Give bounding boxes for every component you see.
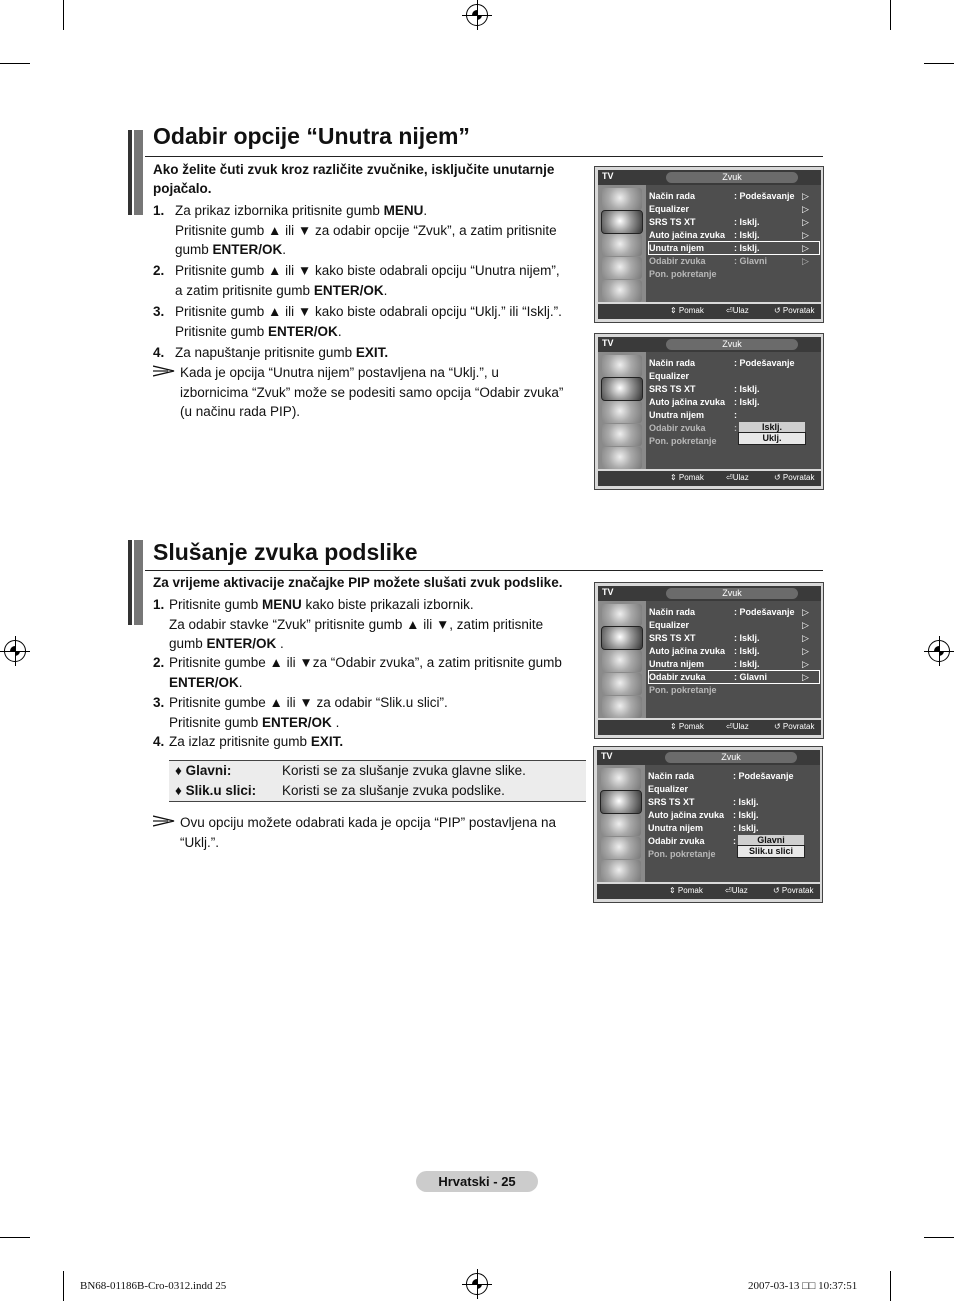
step-line: Za odabir stavke “Zvuk” pritisnite gumb ▲ ili ▼, zatim pritisnite xyxy=(169,616,544,632)
crop-mark xyxy=(0,1237,30,1238)
menu-tv-label: TV xyxy=(601,751,613,761)
step-line: Za napuštanje pritisnite gumb EXIT. xyxy=(175,345,389,360)
setup-icon xyxy=(602,257,642,279)
step-line: ENTER/OK. xyxy=(169,674,243,690)
menu-row-label: Equalizer xyxy=(648,784,689,794)
menu-tab-title: Zvuk xyxy=(665,752,797,763)
section-bar xyxy=(134,540,143,625)
menu-popup-option: Uklj. xyxy=(739,433,805,444)
step-number: 1. xyxy=(153,203,165,218)
channel-icon xyxy=(602,650,642,672)
registration-mark-icon xyxy=(4,640,26,662)
menu-tab-title: Zvuk xyxy=(666,339,798,350)
step-2 xyxy=(153,261,593,301)
menu-row-value: : Isklj. xyxy=(734,633,760,643)
menu-row-label: Način rada xyxy=(649,358,696,368)
menu-row-label: Pon. pokretanje xyxy=(648,849,716,859)
menu-panel xyxy=(646,352,821,469)
step-line: Pritisnite gumbe ▲ ili ▼za “Odabir zvuka”, a zatim pritisnite gumb xyxy=(169,655,562,670)
menu-row-label: SRS TS XT xyxy=(649,633,696,643)
tv-menu-screenshot xyxy=(594,166,824,323)
footer-move: ⇕ Pomak xyxy=(669,886,703,895)
tv-menu-screenshot xyxy=(593,746,823,903)
step-line: Pritisnite gumb ▲ ili ▼ kako biste odabrali opciju “Unutra nijem”, xyxy=(175,263,560,278)
menu-row xyxy=(649,684,819,696)
menu-footer xyxy=(598,304,821,319)
menu-row-arrow-icon: ▷ xyxy=(802,243,809,253)
menu-row-value: : Isklj. xyxy=(734,243,760,253)
title-rule xyxy=(145,156,823,157)
tv-menu-screenshot xyxy=(594,582,824,739)
menu-row-value: : Podešavanje xyxy=(733,771,794,781)
registration-mark-icon xyxy=(466,1273,488,1295)
menu-footer xyxy=(597,884,820,899)
picture-icon xyxy=(602,355,642,377)
option-desc: Koristi se za slušanje zvuka glavne slike. xyxy=(282,762,526,778)
menu-panel xyxy=(646,185,821,302)
note-line: Ovu opciju možete odabrati kada je opcija “PIP” postavljena na xyxy=(180,815,556,830)
intro-line: Ako želite čuti zvuk kroz različite zvučnike, isključite unutarnje xyxy=(153,162,555,177)
input-icon xyxy=(602,696,642,718)
menu-row-arrow-icon: ▷ xyxy=(802,607,809,617)
registration-mark-icon xyxy=(928,640,950,662)
sound-icon xyxy=(601,791,641,813)
page-number-badge: Hrvatski - 25 xyxy=(416,1171,538,1192)
footer-move: ⇕ Pomak xyxy=(670,722,704,731)
channel-icon xyxy=(601,814,641,836)
menu-row-value: : Isklj. xyxy=(733,797,759,807)
section-bar xyxy=(134,130,143,215)
menu-row-label: Odabir zvuka xyxy=(649,672,706,682)
menu-row-value: : Isklj. xyxy=(734,384,760,394)
step-number: 1. xyxy=(153,597,165,612)
menu-header xyxy=(598,170,821,185)
menu-row-value: : Isklj. xyxy=(734,646,760,656)
footer-enter: ⏎Ulaz xyxy=(725,886,748,895)
footer-enter: ⏎Ulaz xyxy=(726,722,749,731)
menu-row-label: SRS TS XT xyxy=(649,217,696,227)
picture-icon xyxy=(602,188,642,210)
registration-mark-icon xyxy=(466,4,488,26)
menu-sidebar xyxy=(598,185,646,302)
menu-row xyxy=(649,255,819,267)
footer-back: ↺ Povratak xyxy=(774,306,815,315)
step-number: 4. xyxy=(153,345,165,360)
table-row xyxy=(175,760,526,780)
menu-row-arrow-icon: ▷ xyxy=(802,230,809,240)
menu-row xyxy=(649,383,819,395)
crop-mark xyxy=(0,63,30,64)
table-row xyxy=(175,780,505,800)
menu-row xyxy=(648,783,818,795)
menu-row-label: SRS TS XT xyxy=(648,797,695,807)
step-line: Pritisnite gumb ENTER/OK. xyxy=(175,323,342,339)
section-intro xyxy=(153,160,583,198)
footer-move: ⇕ Pomak xyxy=(670,306,704,315)
menu-row xyxy=(649,229,819,241)
step-3 xyxy=(153,693,593,733)
menu-row-label: Način rada xyxy=(649,607,696,617)
step-number: 3. xyxy=(153,304,165,319)
menu-row-value: : Podešavanje xyxy=(734,358,795,368)
menu-row-arrow-icon: ▷ xyxy=(802,620,809,630)
footer-back: ↺ Povratak xyxy=(774,722,815,731)
menu-row-value: : Glavni xyxy=(734,256,768,266)
menu-row xyxy=(648,796,818,808)
menu-sidebar xyxy=(598,352,646,469)
section-title: Odabir opcije “Unutra nijem” xyxy=(153,123,470,149)
picture-icon xyxy=(601,768,641,790)
menu-row xyxy=(649,409,819,421)
menu-row-label: Unutra nijem xyxy=(649,243,705,253)
menu-row xyxy=(649,190,819,202)
sound-icon xyxy=(602,627,642,649)
input-icon xyxy=(602,447,642,469)
step-line: Pritisnite gumb ENTER/OK . xyxy=(169,714,340,730)
footer-back: ↺ Povratak xyxy=(773,886,814,895)
menu-row-label: Način rada xyxy=(649,191,696,201)
menu-row xyxy=(648,822,818,834)
menu-row xyxy=(649,671,819,683)
menu-row-label: Auto jačina zvuka xyxy=(648,810,725,820)
footer-move: ⇕ Pomak xyxy=(670,473,704,482)
step-4 xyxy=(153,732,593,752)
step-number: 2. xyxy=(153,263,165,278)
menu-sidebar xyxy=(598,601,646,718)
menu-panel xyxy=(645,765,820,882)
footer-back: ↺ Povratak xyxy=(774,473,815,482)
crop-mark xyxy=(63,1271,64,1301)
menu-row-label: Equalizer xyxy=(649,620,690,630)
menu-tv-label: TV xyxy=(602,171,614,181)
menu-row xyxy=(649,632,819,644)
intro-line: pojačalo. xyxy=(153,181,212,196)
step-1 xyxy=(153,201,593,261)
note-arrow-icon xyxy=(153,815,175,827)
menu-row xyxy=(649,268,819,280)
menu-tab-title: Zvuk xyxy=(666,588,798,599)
menu-row-label: Pon. pokretanje xyxy=(649,436,717,446)
menu-panel xyxy=(646,601,821,718)
menu-popup-option: Slik.u slici xyxy=(738,846,804,857)
step-line: Za izlaz pritisnite gumb EXIT. xyxy=(169,734,344,749)
menu-row xyxy=(649,396,819,408)
step-line: gumb ENTER/OK . xyxy=(169,636,284,651)
menu-row-label: Način rada xyxy=(648,771,695,781)
menu-row-value: : Isklj. xyxy=(734,397,760,407)
menu-tv-label: TV xyxy=(602,338,614,348)
menu-row xyxy=(649,645,819,657)
step-line: Pritisnite gumbe ▲ ili ▼ za odabir “Slik.u slici”. xyxy=(169,695,448,710)
menu-row-label: Auto jačina zvuka xyxy=(649,230,726,240)
menu-row-label: Odabir zvuka xyxy=(649,256,706,266)
menu-row-arrow-icon: ▷ xyxy=(802,217,809,227)
menu-row xyxy=(649,619,819,631)
menu-row xyxy=(649,658,819,670)
menu-header xyxy=(598,586,821,601)
menu-row xyxy=(649,370,819,382)
picture-icon xyxy=(602,604,642,626)
setup-icon xyxy=(602,424,642,446)
section-bar xyxy=(128,130,132,215)
menu-row-label: SRS TS XT xyxy=(649,384,696,394)
menu-row xyxy=(649,242,819,254)
note-arrow-icon xyxy=(153,365,175,377)
menu-row-value: : xyxy=(734,410,737,420)
menu-row-value: : Isklj. xyxy=(734,230,760,240)
channel-icon xyxy=(602,401,642,423)
menu-row xyxy=(649,357,819,369)
menu-row-label: Auto jačina zvuka xyxy=(649,397,726,407)
note-line: (u načinu rada PIP). xyxy=(180,404,301,419)
menu-row-label: Unutra nijem xyxy=(648,823,704,833)
menu-row-value: : Isklj. xyxy=(734,217,760,227)
menu-tv-label: TV xyxy=(602,587,614,597)
option-key: ♦ Glavni: xyxy=(175,762,232,778)
footer-timestamp: 2007-03-13 □□ 10:37:51 xyxy=(748,1280,858,1292)
menu-row-value: : Isklj. xyxy=(734,659,760,669)
input-icon xyxy=(601,860,641,882)
menu-row-arrow-icon: ▷ xyxy=(802,646,809,656)
note xyxy=(180,363,600,422)
menu-row-label: Equalizer xyxy=(649,204,690,214)
note-line: Kada je opcija “Unutra nijem” postavljena na “Uklj.”, u xyxy=(180,365,499,380)
menu-header xyxy=(597,750,820,765)
menu-row-arrow-icon: ▷ xyxy=(802,633,809,643)
menu-popup-option: Isklj. xyxy=(739,422,805,433)
menu-row xyxy=(649,203,819,215)
menu-tab-title: Zvuk xyxy=(666,172,798,183)
crop-mark xyxy=(63,0,64,30)
menu-row xyxy=(648,809,818,821)
menu-row-arrow-icon: ▷ xyxy=(802,204,809,214)
menu-row-label: Odabir zvuka xyxy=(649,423,706,433)
footer-enter: ⏎Ulaz xyxy=(726,473,749,482)
option-key: ♦ Slik.u slici: xyxy=(175,782,257,798)
crop-mark xyxy=(924,63,954,64)
crop-mark xyxy=(924,1237,954,1238)
step-4 xyxy=(153,343,593,363)
tv-menu-screenshot xyxy=(594,333,824,490)
step-line: a zatim pritisnite gumb ENTER/OK. xyxy=(175,282,388,298)
menu-row xyxy=(648,770,818,782)
step-number: 2. xyxy=(153,655,165,670)
step-number: 3. xyxy=(153,695,165,710)
step-number: 4. xyxy=(153,734,165,749)
menu-header xyxy=(598,337,821,352)
menu-row-arrow-icon: ▷ xyxy=(802,256,809,266)
sound-icon xyxy=(602,211,642,233)
menu-footer xyxy=(598,720,821,735)
step-line: Za prikaz izbornika pritisnite gumb MENU. xyxy=(175,203,428,218)
channel-icon xyxy=(602,234,642,256)
menu-row-arrow-icon: ▷ xyxy=(802,672,809,682)
menu-row-label: Equalizer xyxy=(649,371,690,381)
menu-footer xyxy=(598,471,821,486)
menu-row-value: : xyxy=(733,836,736,846)
input-icon xyxy=(602,280,642,302)
menu-row xyxy=(649,216,819,228)
menu-row-label: Odabir zvuka xyxy=(648,836,705,846)
step-2 xyxy=(153,653,593,693)
menu-row-value: : Podešavanje xyxy=(734,191,795,201)
setup-icon xyxy=(602,673,642,695)
step-3 xyxy=(153,302,593,342)
step-line: Pritisnite gumb MENU kako biste prikazali izbornik. xyxy=(169,597,474,612)
menu-row-label: Pon. pokretanje xyxy=(649,685,717,695)
menu-popup-option: Glavni xyxy=(738,835,804,846)
menu-row-label: Auto jačina zvuka xyxy=(649,646,726,656)
crop-mark xyxy=(890,0,891,30)
sound-icon xyxy=(602,378,642,400)
setup-icon xyxy=(601,837,641,859)
footer-enter: ⏎Ulaz xyxy=(726,306,749,315)
step-1 xyxy=(153,595,593,655)
menu-row-value: : Isklj. xyxy=(733,810,759,820)
section-intro: Za vrijeme aktivacije značajke PIP možete slušati zvuk podslike. xyxy=(153,575,563,590)
step-line: gumb ENTER/OK. xyxy=(175,242,287,257)
menu-row-label: Pon. pokretanje xyxy=(649,269,717,279)
note-line: “Uklj.”. xyxy=(180,834,219,850)
step-line: Pritisnite gumb ▲ ili ▼ kako biste odabrali opciju “Uklj.” ili “Isklj.”. xyxy=(175,304,562,319)
step-line: Pritisnite gumb ▲ ili ▼ za odabir opcije “Zvuk”, a zatim pritisnite xyxy=(175,222,557,238)
title-rule xyxy=(145,570,823,571)
menu-row-value: : Glavni xyxy=(734,672,768,682)
section-bar xyxy=(128,540,132,625)
crop-mark xyxy=(890,1271,891,1301)
note xyxy=(180,813,590,852)
menu-row-label: Unutra nijem xyxy=(649,410,705,420)
menu-row-arrow-icon: ▷ xyxy=(802,659,809,669)
note-line: izbornicima “Zvuk” može se podesiti samo opcija “Odabir zvuka” xyxy=(180,384,564,400)
menu-row-value: : Podešavanje xyxy=(734,607,795,617)
menu-row-value: : Isklj. xyxy=(733,823,759,833)
menu-row-value: : xyxy=(734,423,737,433)
menu-row-label: Unutra nijem xyxy=(649,659,705,669)
footer-file: BN68-01186B-Cro-0312.indd 25 xyxy=(80,1280,227,1292)
menu-row xyxy=(649,606,819,618)
option-desc: Koristi se za slušanje zvuka podslike. xyxy=(282,782,505,798)
menu-sidebar xyxy=(597,765,645,882)
menu-row-arrow-icon: ▷ xyxy=(802,191,809,201)
section-title: Slušanje zvuka podslike xyxy=(153,539,418,565)
